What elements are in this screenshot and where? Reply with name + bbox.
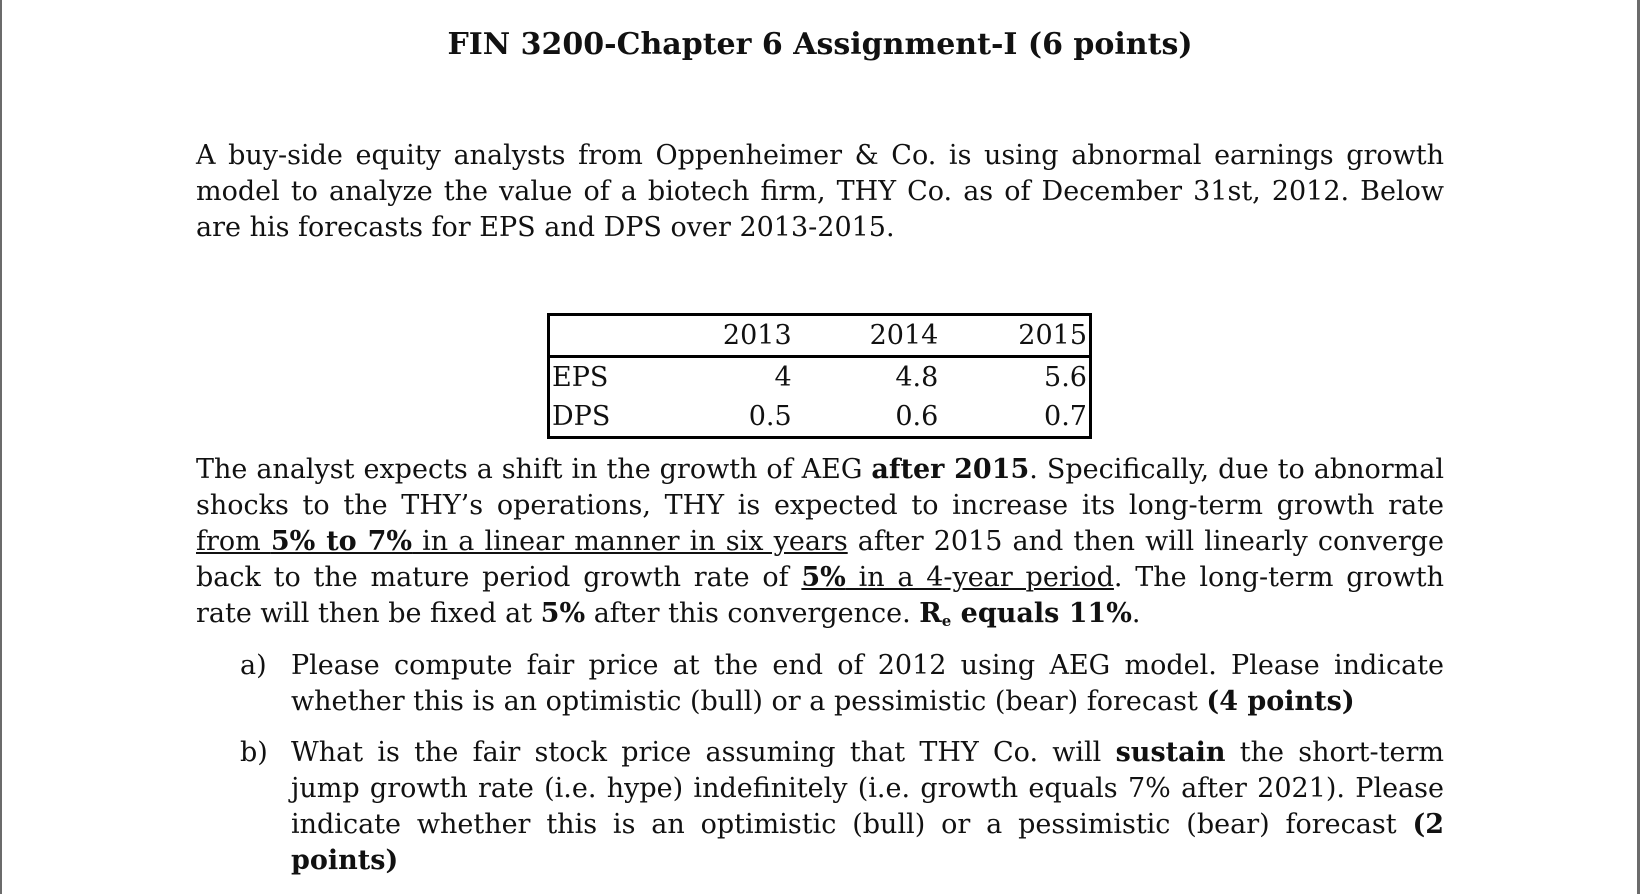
table-cell: 0.7 <box>1044 400 1087 432</box>
question-text <box>291 735 1444 879</box>
text-run: What is the fair stock price assuming that THY Co. will <box>291 737 1116 768</box>
table-row-eps <box>549 357 1091 398</box>
text-run: Please compute fair price at the end of 2012 using AEG model. Please indicate whether this is an optimistic (bull) or a pessimistic (bear) forecast <box>291 650 1444 717</box>
row-label: DPS <box>552 400 611 432</box>
text-run: . <box>1131 598 1141 629</box>
table-cell: 4 <box>774 361 792 393</box>
forecast-table <box>547 313 1092 439</box>
year-header: 2014 <box>806 315 955 357</box>
table-row-dps <box>549 397 1091 438</box>
question-a <box>240 648 1444 720</box>
intro-paragraph: A buy-side equity analysts from Oppenheimer & Co. is using abnormal earnings growth model to analyze the value of a biotech firm, THY Co. as of December 31st, 2012. Below are his forecasts for EPS and DPS over 2013-2015. <box>196 140 1444 243</box>
text-run: . Specifically, due to abnormal shocks to the THY’s operations, THY is expected to increase its long-term growth rate <box>196 454 1445 521</box>
underlined-text: in a 4-year period <box>845 562 1114 593</box>
underlined-text: from <box>196 526 271 557</box>
table-cell: 5.6 <box>1044 361 1087 393</box>
re-value: equals 11% <box>951 598 1132 629</box>
text-run: the short-term jump growth rate (i.e. hype) indefinitely (i.e. growth equals 7% after 2021). Please indicate whether this is an optimistic (bull) or a pessimistic (bear) forecast <box>291 737 1444 840</box>
year-header: 2013 <box>659 315 806 357</box>
table-cell: 4.8 <box>895 361 939 393</box>
question-text <box>291 648 1444 720</box>
emphasis-cost-of-equity <box>919 598 1132 629</box>
table-header-row <box>549 315 1091 357</box>
growth-paragraph <box>196 452 1444 639</box>
page-title: FIN 3200-Chapter 6 Assignment-I (6 points) <box>447 27 1193 62</box>
row-label: EPS <box>552 361 609 393</box>
emphasis-fixed-rate: 5% <box>540 598 586 629</box>
page-edge-left <box>0 0 2 894</box>
text-run: after 2015 and then will linearly converge back to the mature period growth rate of <box>196 526 1445 593</box>
emphasis-after-2015: after 2015 <box>871 454 1030 485</box>
year-header: 2015 <box>954 315 1090 357</box>
text-run: after this convergence. <box>585 598 920 629</box>
emphasis-growth-range: 5% to 7% <box>270 526 413 557</box>
question-b <box>240 735 1444 879</box>
table-cell: 0.6 <box>895 400 939 432</box>
re-symbol: R <box>919 598 942 629</box>
points-label: (2 points) <box>291 809 1444 876</box>
table-cell: 0.5 <box>748 400 792 432</box>
re-subscript: e <box>941 612 952 630</box>
emphasis-sustain: sustain <box>1115 737 1226 768</box>
list-marker: a) <box>240 650 267 681</box>
table-corner-cell <box>549 315 659 357</box>
emphasis-mature-rate: 5% <box>801 562 846 593</box>
text-run: The analyst expects a shift in the growth of AEG <box>196 454 872 485</box>
points-label: (4 points) <box>1206 686 1355 717</box>
text-run: . The long-term growth rate will then be fixed at <box>196 562 1444 629</box>
list-marker: b) <box>240 737 268 768</box>
underlined-text: in a linear manner in six years <box>412 526 848 557</box>
